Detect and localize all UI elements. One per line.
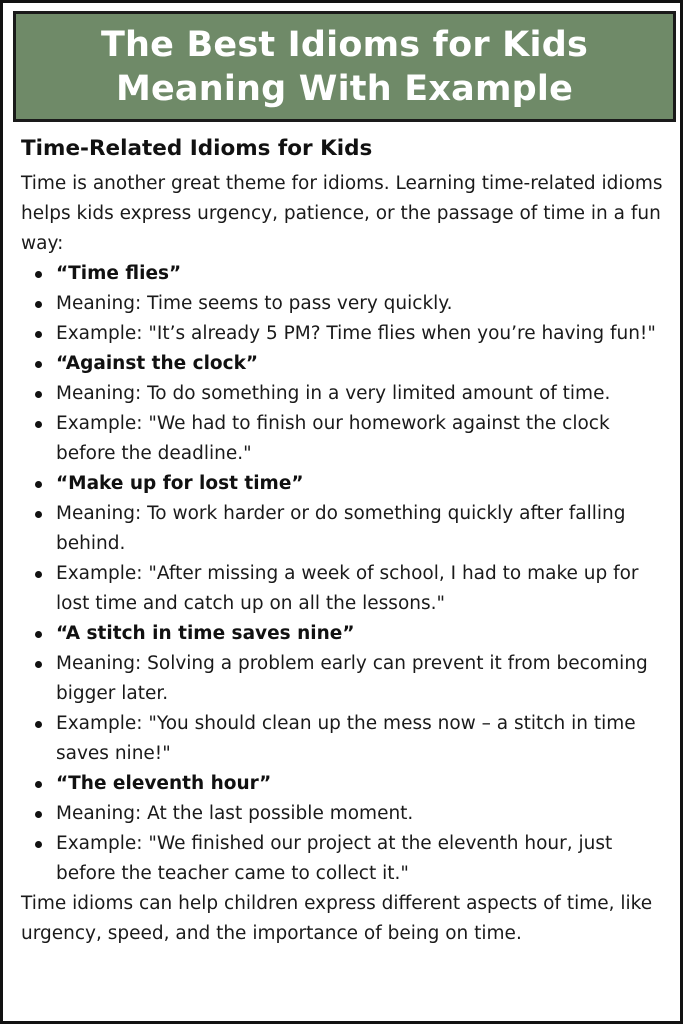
idiom-meaning: [21, 649, 671, 709]
idiom-meaning: [21, 379, 671, 409]
idiom-example: [21, 709, 671, 769]
closing-paragraph: Time idioms can help children express different aspects of time, like urgency, speed, and the importance of being on time.: [21, 893, 653, 944]
idiom-meaning: [21, 289, 671, 319]
idiom-term: [21, 349, 671, 379]
bullet-icon: [35, 781, 42, 788]
page-title: [101, 23, 588, 111]
bullet-icon: [35, 481, 42, 488]
idiom-example: [21, 319, 671, 349]
idiom-meaning: [21, 499, 671, 559]
idiom-example-text: Example: "You should clean up the mess now – a stitch in time saves nine!": [56, 713, 636, 764]
idiom-example-text: Example: "It’s already 5 PM? Time flies when you’re having fun!": [56, 323, 656, 344]
idiom-meaning-text: Meaning: To work harder or do something quickly after falling behind.: [56, 503, 626, 554]
idiom-example: [21, 559, 671, 619]
idiom-term: [21, 469, 671, 499]
bullet-icon: [35, 361, 42, 368]
bullet-icon: [35, 331, 42, 338]
idiom-example: [21, 829, 671, 889]
idiom-term-text: “The eleventh hour”: [56, 773, 272, 794]
title-banner: [13, 11, 676, 122]
idiom-list: [21, 259, 671, 889]
bullet-icon: [35, 511, 42, 518]
idiom-term: [21, 769, 671, 799]
idiom-meaning-text: Meaning: Time seems to pass very quickly.: [56, 293, 453, 314]
bullet-icon: [35, 841, 42, 848]
idiom-term-text: “Time flies”: [56, 263, 182, 284]
idiom-example-text: Example: "After missing a week of school, I had to make up for lost time and catch up on all the lessons.": [56, 563, 639, 614]
bullet-icon: [35, 661, 42, 668]
bullet-icon: [35, 631, 42, 638]
idiom-meaning-text: Meaning: Solving a problem early can prevent it from becoming bigger later.: [56, 653, 648, 704]
idiom-term: [21, 619, 671, 649]
idiom-meaning: [21, 799, 671, 829]
idiom-term-text: “Make up for lost time”: [56, 473, 304, 494]
bullet-icon: [35, 811, 42, 818]
page-title-line-2: Meaning With Example: [115, 68, 574, 109]
bullet-icon: [35, 391, 42, 398]
idiom-meaning-text: Meaning: At the last possible moment.: [56, 803, 414, 824]
bullet-icon: [35, 721, 42, 728]
bullet-icon: [35, 271, 42, 278]
page-title-line-1: The Best Idioms for Kids: [100, 24, 588, 65]
idiom-term-text: “Against the clock”: [56, 353, 259, 374]
bullet-icon: [35, 571, 42, 578]
bullet-icon: [35, 421, 42, 428]
article-content: [21, 133, 671, 949]
intro-paragraph: Time is another great theme for idioms. Learning time-related idioms helps kids express urgency, patience, or the passage of time in a fun way:: [21, 173, 663, 254]
bullet-icon: [35, 301, 42, 308]
idiom-example-text: Example: "We had to finish our homework against the clock before the deadline.": [56, 413, 610, 464]
idiom-term: [21, 259, 671, 289]
idiom-example-text: Example: "We finished our project at the eleventh hour, just before the teacher came to collect it.": [56, 833, 613, 884]
idiom-example: [21, 409, 671, 469]
idiom-meaning-text: Meaning: To do something in a very limited amount of time.: [56, 383, 611, 404]
section-heading: Time-Related Idioms for Kids: [21, 136, 373, 161]
idiom-term-text: “A stitch in time saves nine”: [56, 623, 355, 644]
